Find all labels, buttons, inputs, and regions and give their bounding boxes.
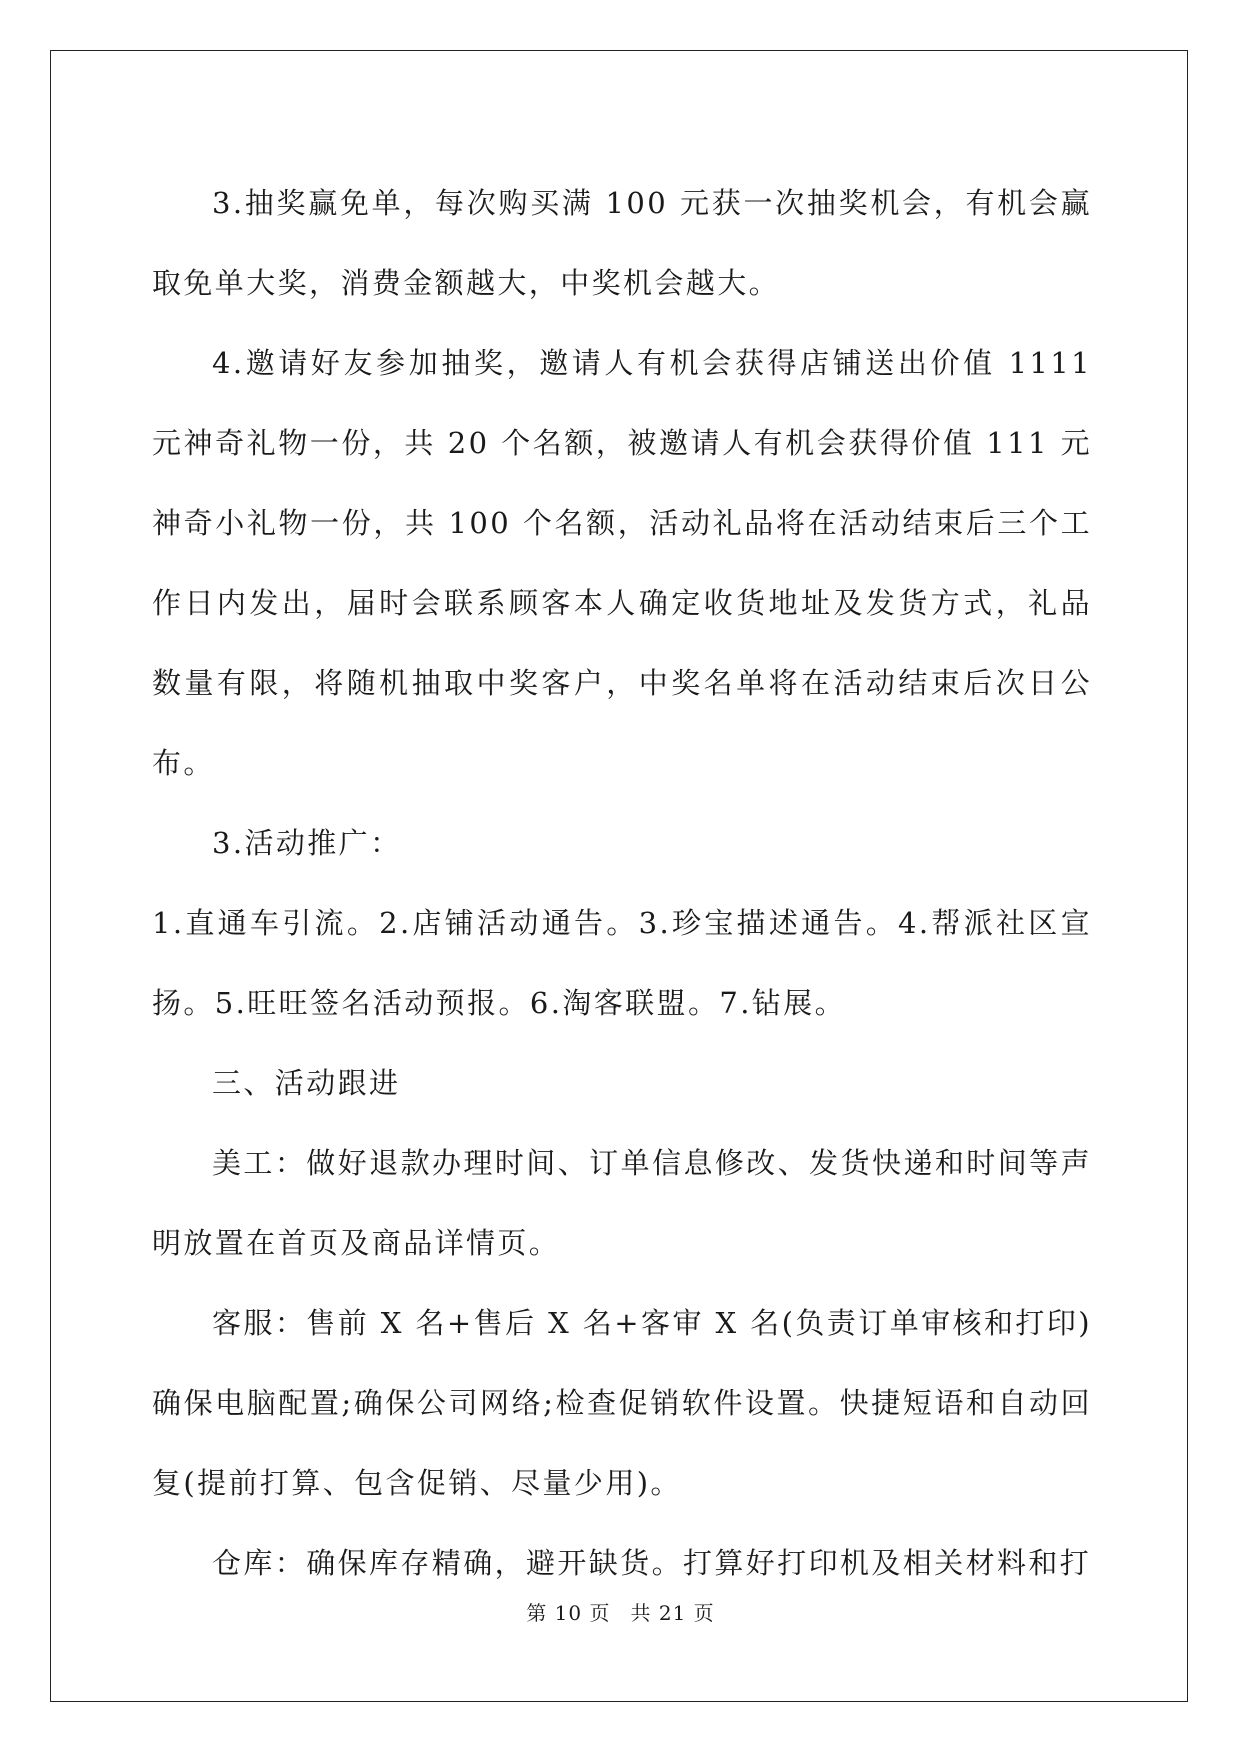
page-number: 第 10 页	[526, 1601, 611, 1625]
paragraph-promotion-heading: 3.活动推广：	[212, 826, 402, 860]
page-footer	[0, 1597, 1241, 1626]
paragraph-designer: 美工：做好退款办理时间、订单信息修改、发货快递和时间等声明放置在首页及商品详情页。	[152, 1146, 1092, 1260]
paragraph-warehouse: 仓库：确保库存精确，避开缺货。打算好打印机及相关材料和打	[212, 1546, 1092, 1580]
document-body	[152, 163, 1092, 1603]
paragraph-lottery: 3.抽奖赢免单，每次购买满 100 元获一次抽奖机会，有机会赢取免单大奖，消费金额越大，中奖机会越大。	[152, 186, 1092, 300]
paragraph-invite-friends: 4.邀请好友参加抽奖，邀请人有机会获得店铺送出价值 1111 元神奇礼物一份，共 20 个名额，被邀请人有机会获得价值 111 元神奇小礼物一份，共 100 个名额，活动礼品将在活动结束后三个工作日内发出，届时会联系顾客本人确定收货地址及发货方式，礼品数量有限，将随机抽取中奖客户，中奖名单将在活动结束后次日公布。	[152, 346, 1092, 780]
page-total: 共 21 页	[630, 1601, 715, 1625]
section-heading-follow-up: 三、活动跟进	[212, 1066, 401, 1100]
paragraph-promotion-list: 1.直通车引流。2.店铺活动通告。3.珍宝描述通告。4.帮派社区宣扬。5.旺旺签名活动预报。6.淘客联盟。7.钻展。	[152, 906, 1092, 1020]
paragraph-customer-service: 客服：售前 X 名+售后 X 名+客审 X 名(负责订单审核和打印)确保电脑配置;确保公司网络;检查促销软件设置。快捷短语和自动回复(提前打算、包含促销、尽量少用)。	[152, 1306, 1092, 1500]
